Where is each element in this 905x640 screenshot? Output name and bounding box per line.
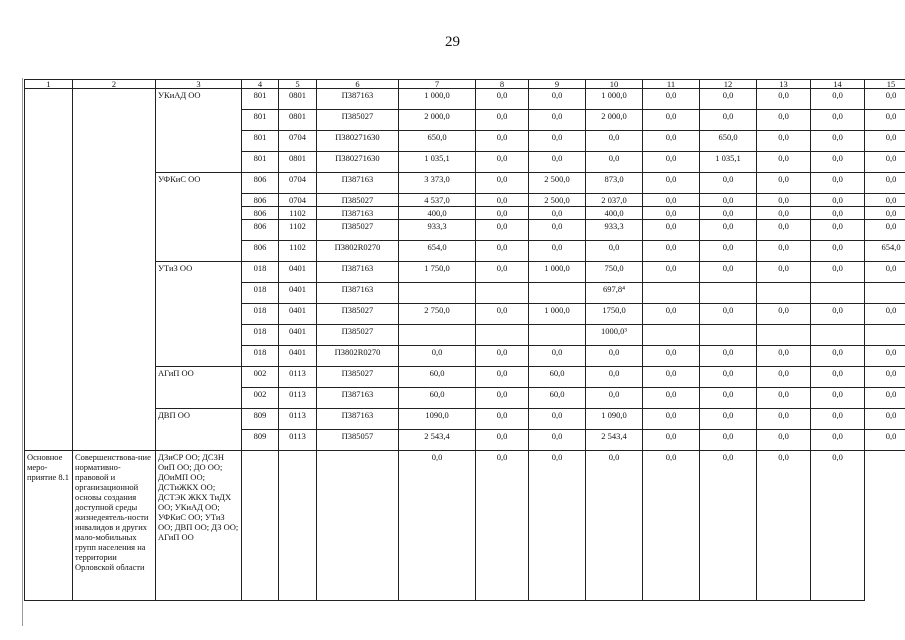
table-cell: 0,0 [865, 304, 905, 325]
column-header: 4 [242, 80, 279, 89]
table-cell: П385027 [317, 220, 399, 241]
table-cell [399, 325, 476, 346]
table-cell: 0,0 [811, 367, 865, 388]
table-cell: 0,0 [643, 409, 700, 430]
table-cell: 1 750,0 [399, 262, 476, 283]
table-cell: П387163 [317, 388, 399, 409]
table-cell [399, 283, 476, 304]
table-cell: 0,0 [529, 89, 586, 110]
table-cell: 0,0 [476, 131, 529, 152]
table-cell: 0,0 [700, 262, 757, 283]
table-cell: 1 035,1 [399, 152, 476, 173]
page-number: 29 [445, 34, 460, 50]
table-cell: 1090,0 [399, 409, 476, 430]
table-cell: 0,0 [476, 430, 529, 451]
table-cell: 0,0 [811, 173, 865, 194]
table-row [25, 262, 905, 283]
table-cell: 0,0 [757, 220, 811, 241]
table-cell: 0113 [279, 388, 317, 409]
table-cell: П380271630 [317, 152, 399, 173]
table-cell: 933,3 [399, 220, 476, 241]
table-cell: 1000,0³ [586, 325, 643, 346]
table-cell: 0,0 [811, 451, 865, 601]
budget-table [24, 79, 905, 601]
column-header: 1 [25, 80, 73, 89]
table-cell: 801 [242, 89, 279, 110]
table-cell: 0,0 [643, 131, 700, 152]
table-cell: 0,0 [811, 430, 865, 451]
table-cell [476, 325, 529, 346]
table-cell: 0,0 [476, 388, 529, 409]
table-cell: 0,0 [700, 220, 757, 241]
table-cell: 0,0 [757, 241, 811, 262]
table-cell: 0,0 [700, 388, 757, 409]
table-cell: 0,0 [643, 346, 700, 367]
table-cell: 1 000,0 [529, 262, 586, 283]
table-cell: 018 [242, 346, 279, 367]
table-cell: 0,0 [700, 207, 757, 220]
table-cell: 018 [242, 262, 279, 283]
table-cell: 018 [242, 325, 279, 346]
table-cell: 0,0 [399, 346, 476, 367]
table-cell: 0,0 [757, 388, 811, 409]
table-cell: 60,0 [529, 367, 586, 388]
column-header: 2 [73, 80, 156, 89]
table-cell: 0,0 [700, 409, 757, 430]
table-cell: 002 [242, 367, 279, 388]
table-cell: П387163 [317, 89, 399, 110]
table-cell: 750,0 [586, 262, 643, 283]
table-cell: 0401 [279, 304, 317, 325]
table-cell: 0,0 [476, 304, 529, 325]
column-header: 10 [586, 80, 643, 89]
table-cell: 60,0 [399, 388, 476, 409]
table-cell: П387163 [317, 283, 399, 304]
table-cell: 809 [242, 430, 279, 451]
column-header: 3 [156, 80, 242, 89]
table-cell: 0,0 [586, 152, 643, 173]
table-cell: 0401 [279, 283, 317, 304]
table-cell: 0,0 [529, 207, 586, 220]
table-cell: 0,0 [643, 388, 700, 409]
table-cell: 0801 [279, 110, 317, 131]
column-header: 14 [811, 80, 865, 89]
table-cell: 0,0 [811, 262, 865, 283]
table-cell: 2 500,0 [529, 194, 586, 207]
table-cell: 0,0 [811, 304, 865, 325]
table-cell: 806 [242, 220, 279, 241]
executor-cell: УКиАД ОО [156, 89, 242, 173]
table-cell: 0,0 [529, 220, 586, 241]
table-cell: 806 [242, 194, 279, 207]
table-cell: 0,0 [757, 346, 811, 367]
table-cell: 0,0 [529, 346, 586, 367]
table-cell: 697,8⁴ [586, 283, 643, 304]
table-cell: П387163 [317, 409, 399, 430]
table-cell: 0,0 [757, 367, 811, 388]
table-cell [476, 283, 529, 304]
table-cell: 933,3 [586, 220, 643, 241]
table-cell: П380271630 [317, 131, 399, 152]
column-header: 15 [865, 80, 905, 89]
table-cell: 0801 [279, 152, 317, 173]
table-cell: 0,0 [757, 131, 811, 152]
executor-cell: УФКиС ОО [156, 173, 242, 262]
table-cell: 801 [242, 131, 279, 152]
table-cell: 0,0 [476, 89, 529, 110]
table-cell: П385057 [317, 430, 399, 451]
table-cell: 0,0 [700, 110, 757, 131]
table-cell: 0,0 [865, 430, 905, 451]
table-cell: 0,0 [811, 131, 865, 152]
table-cell: 0,0 [586, 131, 643, 152]
table-cell: 0,0 [700, 194, 757, 207]
table-cell: П3802R0270 [317, 241, 399, 262]
executor-cell: АГиП ОО [156, 367, 242, 409]
table-cell: 0,0 [643, 89, 700, 110]
table-cell: 0,0 [700, 89, 757, 110]
table-cell: 0,0 [865, 388, 905, 409]
table-cell: 0,0 [811, 388, 865, 409]
table-cell: П3802R0270 [317, 346, 399, 367]
empty-cell [317, 451, 399, 601]
activity-col1: Основное меро-приятие 8.1 [25, 451, 73, 601]
table-cell: 0801 [279, 89, 317, 110]
table-cell: 0,0 [643, 367, 700, 388]
table-cell: 0,0 [865, 262, 905, 283]
table-cell: 1 035,1 [700, 152, 757, 173]
table-cell: 400,0 [399, 207, 476, 220]
table-cell: 650,0 [399, 131, 476, 152]
table-cell: 0,0 [757, 110, 811, 131]
table-cell: 0,0 [865, 110, 905, 131]
table-cell: 0,0 [811, 207, 865, 220]
activity-col3: ДЗиСР ОО; ДСЗН ОиП ОО; ДО ОО; ДОиМП ОО; ДСТиЖКХ ОО; ДСТЭК ЖКХ ТиДХ ОО; УКиАД ОО; УФКиС ОО; УТиЗ ОО; ДВП ОО; ДЗ ОО; АГиП ОО [156, 451, 242, 601]
table-cell: 0,0 [700, 304, 757, 325]
table-cell: 2 500,0 [529, 173, 586, 194]
table-cell: 0113 [279, 367, 317, 388]
table-cell [700, 325, 757, 346]
table-cell: 0,0 [757, 89, 811, 110]
table-cell: 0,0 [643, 262, 700, 283]
table-cell: 0,0 [586, 451, 643, 601]
table-cell: 0,0 [529, 451, 586, 601]
table-cell: 0,0 [811, 152, 865, 173]
left-margin-line [22, 78, 23, 626]
column-header: 12 [700, 80, 757, 89]
table-cell: 1102 [279, 207, 317, 220]
blank-col1 [25, 89, 73, 451]
table-cell: 0,0 [586, 241, 643, 262]
table-cell: 2 037,0 [586, 194, 643, 207]
table-cell: 801 [242, 152, 279, 173]
table-cell: 0,0 [757, 207, 811, 220]
table-cell: 0,0 [476, 207, 529, 220]
table-cell: 0,0 [700, 241, 757, 262]
table-cell: 1 090,0 [586, 409, 643, 430]
table-row [25, 89, 905, 110]
executor-cell: УТиЗ ОО [156, 262, 242, 367]
table-cell: 0,0 [529, 131, 586, 152]
table-cell [811, 283, 865, 304]
table-cell: 1 000,0 [586, 89, 643, 110]
table-cell [643, 325, 700, 346]
table-cell: 0,0 [643, 430, 700, 451]
column-header: 9 [529, 80, 586, 89]
table-cell: 650,0 [700, 131, 757, 152]
table-cell: 0,0 [757, 262, 811, 283]
table-row [25, 409, 905, 430]
table-cell: 60,0 [399, 367, 476, 388]
table-cell: 1 000,0 [529, 304, 586, 325]
table-cell: 0113 [279, 430, 317, 451]
table-cell: 0,0 [643, 241, 700, 262]
main-activity-row [25, 451, 905, 601]
table-cell: 0,0 [865, 220, 905, 241]
table-cell: 0,0 [757, 173, 811, 194]
table-cell: 0,0 [643, 220, 700, 241]
table-cell: 0,0 [811, 220, 865, 241]
table-cell: 2 750,0 [399, 304, 476, 325]
table-cell: 0,0 [476, 451, 529, 601]
table-cell: 809 [242, 409, 279, 430]
table-cell: 0,0 [643, 451, 700, 601]
table-cell: 0,0 [865, 346, 905, 367]
column-header: 6 [317, 80, 399, 89]
executor-cell: ДВП ОО [156, 409, 242, 451]
table-cell: 0,0 [476, 262, 529, 283]
table-cell: П387163 [317, 173, 399, 194]
table-cell: П385027 [317, 194, 399, 207]
table-cell: 0704 [279, 173, 317, 194]
table-cell: 2 543,4 [399, 430, 476, 451]
table-cell: 0,0 [700, 430, 757, 451]
table-cell: 0,0 [811, 409, 865, 430]
table-cell: 4 537,0 [399, 194, 476, 207]
table-cell: 806 [242, 241, 279, 262]
table-cell: 806 [242, 207, 279, 220]
table-cell: 0,0 [643, 304, 700, 325]
table-cell: 0,0 [757, 194, 811, 207]
table-cell: 0,0 [757, 152, 811, 173]
table-row [25, 367, 905, 388]
table-cell: 1102 [279, 241, 317, 262]
table-cell [865, 283, 905, 304]
table-cell: 3 373,0 [399, 173, 476, 194]
blank-col2 [73, 89, 156, 451]
table-cell: 0,0 [476, 110, 529, 131]
table-cell: 0,0 [529, 110, 586, 131]
table-cell: П387163 [317, 262, 399, 283]
table-row [25, 173, 905, 194]
table-cell: 1750,0 [586, 304, 643, 325]
table-cell: 0,0 [586, 346, 643, 367]
table-cell: 018 [242, 283, 279, 304]
table-cell: 0,0 [757, 451, 811, 601]
table-cell: 0,0 [865, 194, 905, 207]
column-header: 7 [399, 80, 476, 89]
table-cell: 0,0 [476, 152, 529, 173]
column-header: 11 [643, 80, 700, 89]
table-cell: 801 [242, 110, 279, 131]
table-cell: 0,0 [865, 131, 905, 152]
empty-cell [242, 451, 279, 601]
table-cell: 0,0 [865, 367, 905, 388]
table-cell: П385027 [317, 367, 399, 388]
table-cell [529, 325, 586, 346]
table-cell [757, 283, 811, 304]
table-cell: 0,0 [811, 110, 865, 131]
table-cell: 0,0 [865, 89, 905, 110]
table-cell: 1 000,0 [399, 89, 476, 110]
table-cell: 654,0 [865, 241, 905, 262]
table-cell: 0,0 [700, 451, 757, 601]
table-cell: 002 [242, 388, 279, 409]
table-cell: 0,0 [529, 152, 586, 173]
table-cell: 0704 [279, 194, 317, 207]
table-cell: 0,0 [811, 89, 865, 110]
table-cell: 0,0 [865, 173, 905, 194]
table-cell: 0,0 [811, 346, 865, 367]
table-cell: 0,0 [700, 173, 757, 194]
table-cell: 0,0 [476, 241, 529, 262]
table-cell: 0,0 [476, 220, 529, 241]
table-cell [811, 325, 865, 346]
table-cell: 0,0 [529, 430, 586, 451]
table-cell: 0704 [279, 131, 317, 152]
table-cell [757, 325, 811, 346]
table-cell: 0,0 [757, 430, 811, 451]
table-cell: 2 543,4 [586, 430, 643, 451]
table-cell: 654,0 [399, 241, 476, 262]
table-cell: 0,0 [529, 241, 586, 262]
table-cell: 2 000,0 [586, 110, 643, 131]
table-cell: 0,0 [757, 304, 811, 325]
table-cell: 0,0 [586, 388, 643, 409]
table-cell: 0,0 [643, 110, 700, 131]
table-cell: 0,0 [865, 152, 905, 173]
table-cell: 873,0 [586, 173, 643, 194]
table-cell: 0,0 [476, 367, 529, 388]
column-header: 13 [757, 80, 811, 89]
table-cell: 2 000,0 [399, 110, 476, 131]
table-cell: 60,0 [529, 388, 586, 409]
table-cell: 0,0 [700, 367, 757, 388]
table-cell: 0,0 [700, 346, 757, 367]
table-cell [643, 283, 700, 304]
header-row [25, 80, 905, 89]
table-cell: 0,0 [865, 207, 905, 220]
empty-cell [279, 451, 317, 601]
table-cell: 0,0 [865, 409, 905, 430]
table-cell: 0,0 [476, 346, 529, 367]
table-cell: 0401 [279, 325, 317, 346]
table-cell: П385027 [317, 304, 399, 325]
table-cell: 0,0 [643, 152, 700, 173]
table-cell [700, 283, 757, 304]
table-cell: 0401 [279, 262, 317, 283]
table-cell: 0,0 [586, 367, 643, 388]
table-cell: 0,0 [643, 207, 700, 220]
table-cell: 400,0 [586, 207, 643, 220]
activity-col2: Совершенствова-ние нормативно-правовой и организационной основы создания доступной среды жизнедеятель-ности инвалидов и других мало-мобильных групп населения на территории Орловской области [73, 451, 156, 601]
table-cell [865, 325, 905, 346]
table-cell: 0,0 [476, 409, 529, 430]
table-cell: 0,0 [757, 409, 811, 430]
table-cell: 018 [242, 304, 279, 325]
table-cell [529, 283, 586, 304]
table-cell: 0401 [279, 346, 317, 367]
table-cell: 0,0 [399, 451, 476, 601]
table-cell: 0,0 [476, 194, 529, 207]
column-header: 5 [279, 80, 317, 89]
column-header: 8 [476, 80, 529, 89]
table-cell: П385027 [317, 325, 399, 346]
table-cell: 0,0 [643, 173, 700, 194]
table-cell: 0,0 [811, 241, 865, 262]
table-cell: 0,0 [529, 409, 586, 430]
table-cell: 0,0 [811, 194, 865, 207]
table-cell: 0,0 [643, 194, 700, 207]
table-cell: П387163 [317, 207, 399, 220]
table-cell: 806 [242, 173, 279, 194]
table-cell: 0,0 [476, 173, 529, 194]
table-cell: П385027 [317, 110, 399, 131]
table-cell: 0113 [279, 409, 317, 430]
table-cell: 1102 [279, 220, 317, 241]
